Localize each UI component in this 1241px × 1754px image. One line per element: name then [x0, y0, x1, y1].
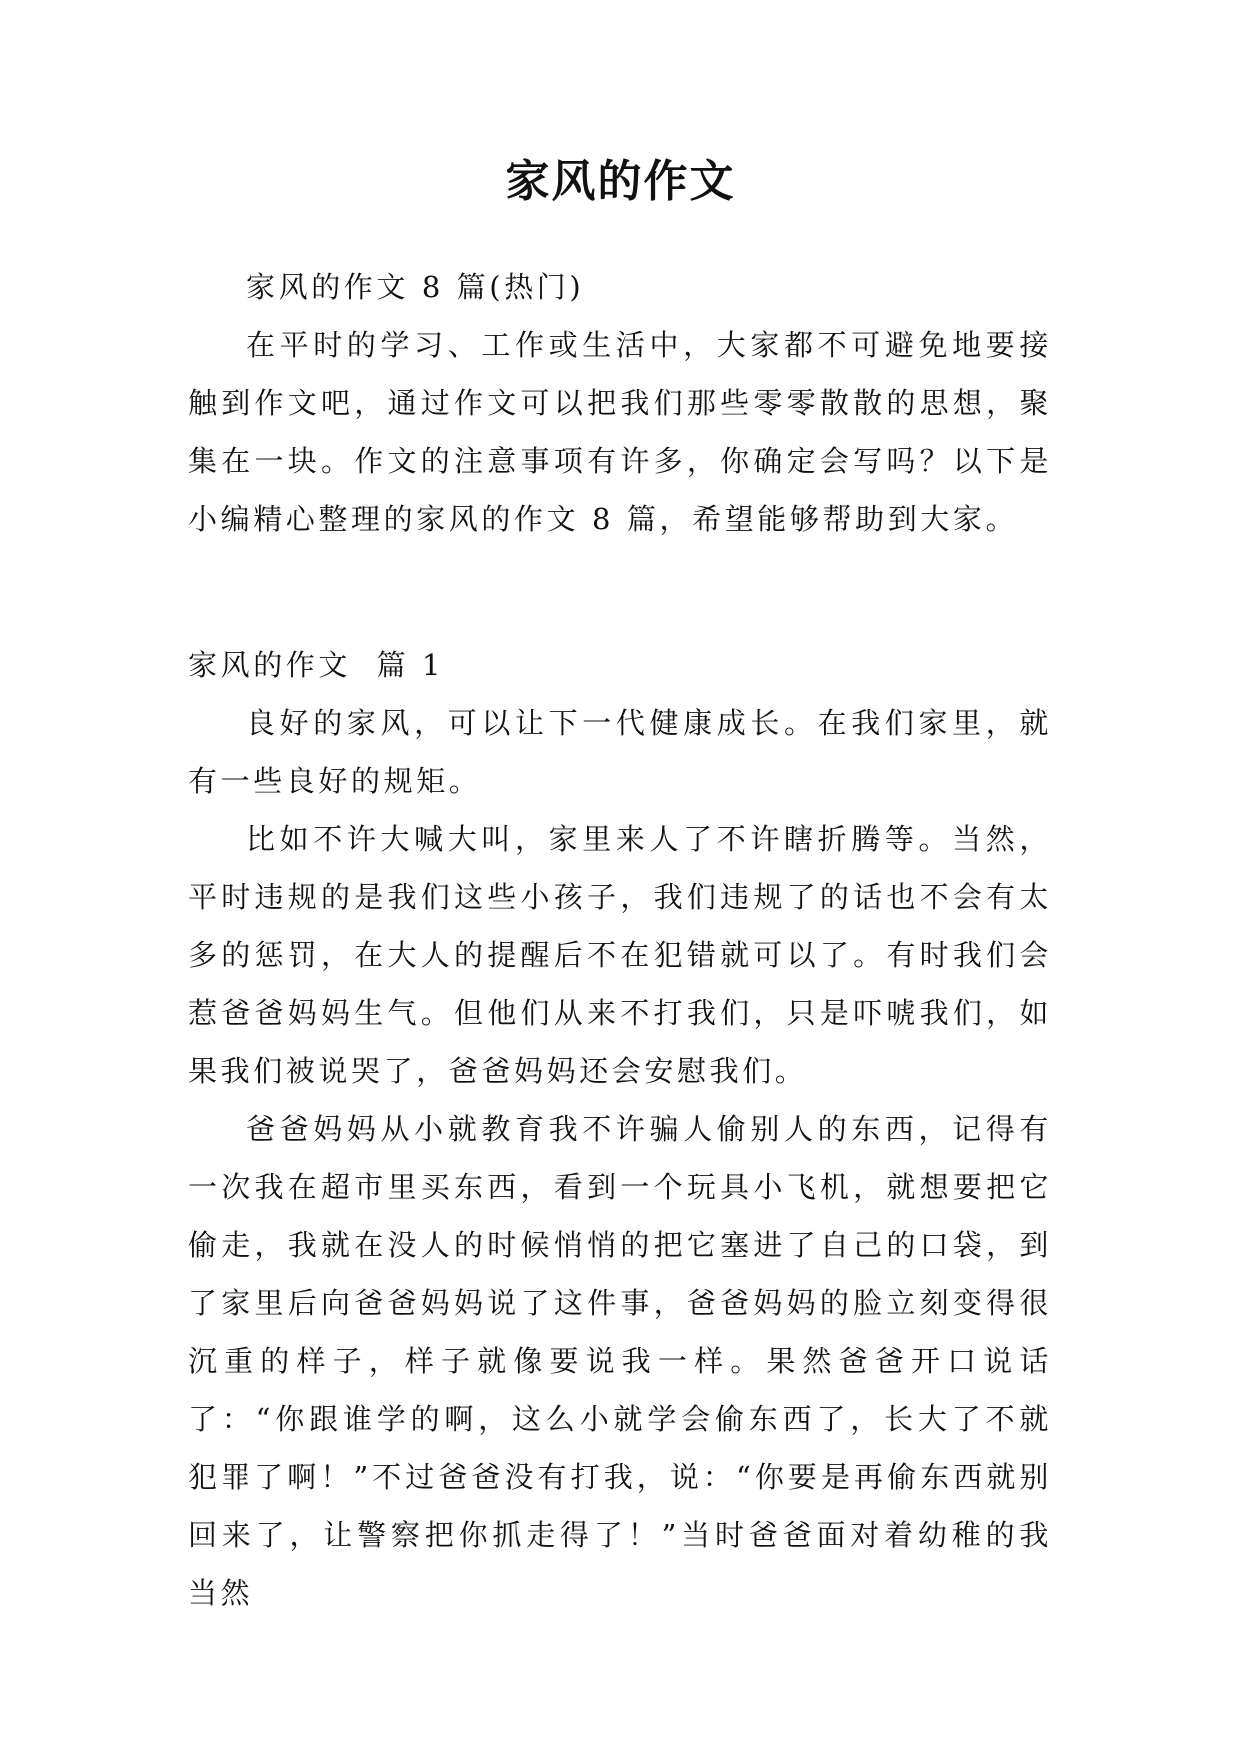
essay-section-1 [188, 636, 1052, 1622]
body-paragraph-3: 爸爸妈妈从小就教育我不许骗人偷别人的东西，记得有一次我在超市里买东西，看到一个玩具小飞机，就想要把它偷走，我就在没人的时候悄悄的把它塞进了自己的口袋，到了家里后向爸爸妈妈说了这件事，爸爸妈妈的脸立刻变得很沉重的样子，样子就像要说我一样。果然爸爸开口说话了：“你跟谁学的啊，这么小就学会偷东西了，长大了不就犯罪了啊！”不过爸爸没有打我，说：“你要是再偷东西就别回来了，让警察把你抓走得了！”当时爸爸面对着幼稚的我当然 [188, 1112, 1052, 1610]
document-subtitle: 家风的作文 8 篇(热门) [246, 270, 585, 304]
intro-section [188, 258, 1052, 548]
body-paragraph-2: 比如不许大喊大叫，家里来人了不许瞎折腾等。当然，平时违规的是我们这些小孩子，我们违规了的话也不会有太多的惩罚，在大人的提醒后不在犯错就可以了。有时我们会惹爸爸妈妈生气。但他们从来不打我们，只是吓唬我们，如果我们被说哭了，爸爸妈妈还会安慰我们。 [188, 822, 1052, 1088]
document-title: 家风的作文 [505, 156, 736, 207]
intro-paragraph: 在平时的学习、工作或生活中，大家都不可避免地要接触到作文吧，通过作文可以把我们那些零零散散的思想，聚集在一块。作文的注意事项有许多，你确定会写吗？以下是小编精心整理的家风的作文 8 篇，希望能够帮助到大家。 [188, 328, 1052, 536]
section-heading: 家风的作文 篇 1 [188, 648, 445, 682]
body-paragraph-1: 良好的家风，可以让下一代健康成长。在我们家里，就有一些良好的规矩。 [188, 706, 1052, 798]
